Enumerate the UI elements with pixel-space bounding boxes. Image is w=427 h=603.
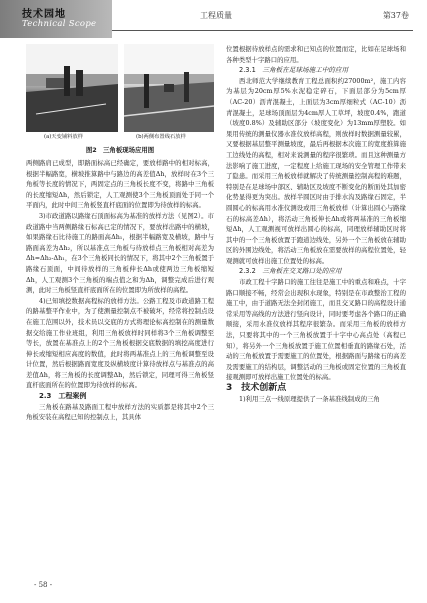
subsection-number: 2.3.1 xyxy=(239,66,256,75)
section-label: 工程质量 xyxy=(200,11,232,20)
right-column xyxy=(226,44,406,404)
figure-caption: 图2 三角板现场应用图 xyxy=(85,146,155,154)
figure-2 xyxy=(26,44,214,158)
paragraph: 4)已知填挖数据高程标的放样方法。公路工程及市政道路工程的路基整平作业中，为了使测量控制点不被破坏，经常将控制点设在施工范围以外，技术员以交底的方式将理论标高控制在的测量数据交给施工作业班组，利用三角板放样时同样将3个三角板调整至等长，放置在基准点上的2个三角板根据交底数据的填挖高度进行伸长或缩短相应高度的数值，此时将两基准点上的三角板调整至设计位置，然后根据路面宽度及纵横坡度计算待放样点与基准点的高差值Δh，将三角板的长度调整Δh，然后锁定，同理可得三角板竖直杆底面所在的位置即为待放样的标高。 xyxy=(26,296,214,390)
page-header xyxy=(0,0,427,38)
subsection-title: 三角板在交叉路口处的应用 xyxy=(262,267,342,276)
photo-curbstone xyxy=(124,44,214,132)
left-column xyxy=(26,44,214,423)
subsection-heading xyxy=(226,65,406,76)
volume-label: 第37卷 xyxy=(382,11,409,20)
paragraph: 三角板在路基及路面工程中放样方法的实质都是将其中2个三角板安装在高程已知的控制点上，其具体 xyxy=(26,402,214,422)
subcaption-a: (a)天变铺料放样 xyxy=(44,134,84,140)
column-title: 技术园地 xyxy=(22,9,66,20)
page-number: - 58 - xyxy=(34,581,53,589)
subsection-title: 三角板在足球场施工中的应用 xyxy=(262,66,349,75)
section-heading: 3 技术创新点 xyxy=(226,383,287,393)
section-heading: 2.3 工程案例 xyxy=(39,392,87,401)
subcaption-b: (b)两侧布置线石放样 xyxy=(136,134,186,140)
paragraph: 市政工程十字路口的施工往往是施工中的重点和难点，十字路口顺接不畅，经常会出现积水现象，特别是在市政整治工程的施工中，由于道路无法全封闭施工，而且交叉路口的高程设计通常采用等高线的方法进行竖向设计，同时要考虑各个路口的正确顺接，采用水准仪放样其程序很繁杂。而采用三角板的放样方法，只要将其中的一个三角板放置于十字中心高点处（高程已知），将另外一个三角板放置于施工位置相垂直的路缘石处，活动的三角板放置于需要施工的位置处，根据路面与路缘石的高差及需要施工的结构层，调整活动的三角板或固定位置的三角板直接观测即可放样出施工位置处的标高。 xyxy=(226,278,406,382)
paragraph: 3)市政道路以路缘石顶面标高为基准的放样方法（见图2）。市政道路中当两侧路缘石标高已定的情况下，要放样出路中的横坡，如果路缘石比待施工的路面高Δh₁，根据半幅路宽及横坡，路中与路面高差为Δh₂，所以基准点三角板与待放样点三角板相对高差为Δh=Δh₂-Δh₁，在3个三角板同长的情况下，将其中2个三角板置于路缘石顶面，中间待放样的三角板伸长Δh或使两边三角板缩短Δh，人工观测3个三角板的端点值之和为Δh，调整完成后进行观测，此时三角板竖直杆底面所在的位置即为所放样的高程。 xyxy=(26,211,214,295)
paragraph: 两侧路肩已成型，即路面标高已经确定，要放样路中的相对标高，根据半幅路宽，横坡推算路中与路边的高差值Δh，放样时在3个三角板等长度的情况下，两固定点的三角板长度不变，将路中三角板的长度缩短Δh，然后锁定，人工观测使3个三角板顶面处于同一个平面内，此时中间三角板竖直杆底面的位置即为待放样的标高。 xyxy=(26,159,214,210)
header-rule xyxy=(112,30,413,31)
paragraph: 位置根据待放样点的需求和已知点的位置而定，比如在足球场和各种类型十字路口的应用。 xyxy=(226,45,406,64)
subsection-heading xyxy=(226,266,406,277)
column-subtitle: Technical Scope xyxy=(22,19,97,29)
subsection-number: 2.3.2 xyxy=(239,267,256,276)
photo-paving xyxy=(26,44,118,132)
paragraph: 1)利用三点一线原理提供了一条基准线制成的三角 xyxy=(239,394,380,403)
paragraph: 西北师范大学继续教育工程总面积约27000m²，施工内容为基层为20cm厚5%水泥稳定碎石，下面层部分为5cm厚（AC-20）沥青混凝土，上面层为3cm厚细粒式（AC-10）沥青混凝土，足球场顶面层为4cm厚人工草坪，坡度0.4%，跑道（坡度0.8%）及辅助区部分（坡度变化）为13mm厚塑胶。如果用传统的测量仪器水准仪放样高程，则放样时数据测量较累，又要根据基层整平测量坡度，最后再根据本次施工的宽度推算施工边线处的高程，相对来说测量的程序很繁琐。而且这种测量方法影响了施工进度，一定程度上给施工现场的安全管理工作带来了隐患。而采用三角板放样就解决了传统测量控制高程的难题，特别是在足球场中部区、辅助区及坡度不断变化的断面处其加密化势显得更为突出。放样半圆区时由于排水沟及路缘石固定，半圆圆心的标高用水准仪测设或用三角板放样（计算出圆心与路缘石的标高差Δh），将活动三角板伸长Δh或将两基准的三角板缩短Δh，人工观测视可放样出圆心的标高，同理放样辅助区时将其中的一个三角板放置于跑道边线处，另外一个三角板放在辅助区的外围边线处，将活动三角板放在需要放样的高程位置处，轻观测就可放样出施工位置处的标高。 xyxy=(226,76,406,265)
